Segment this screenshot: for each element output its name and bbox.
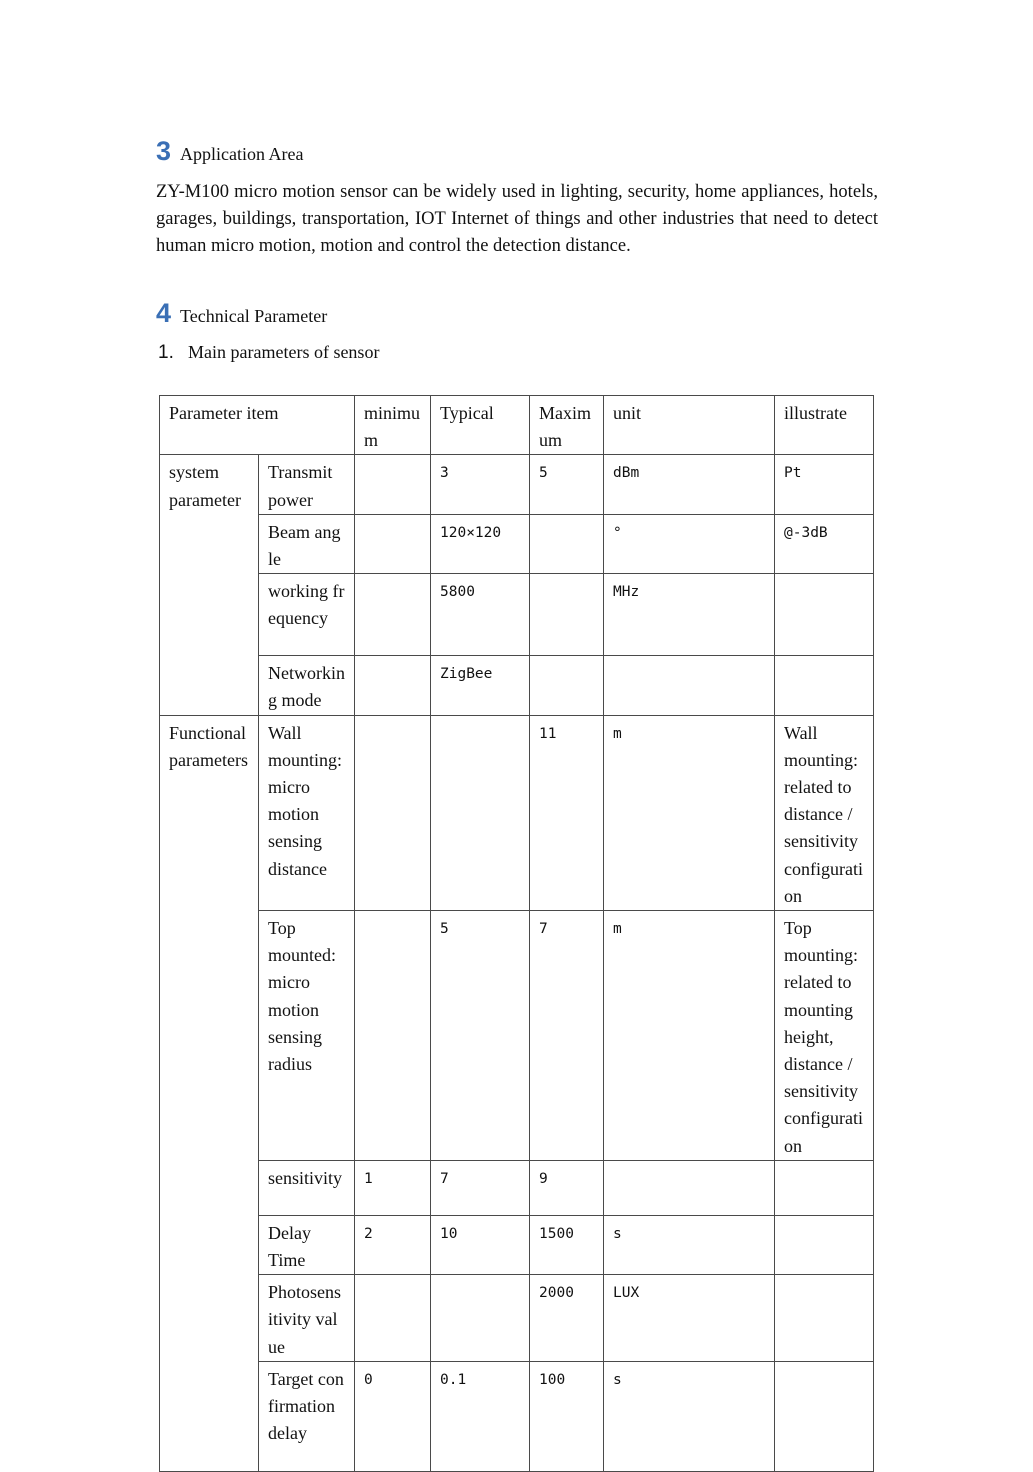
param-note: @-3dB: [775, 514, 874, 573]
param-min: [355, 715, 431, 910]
param-max: 1500: [530, 1215, 604, 1274]
param-note: [775, 574, 874, 656]
param-unit: s: [604, 1215, 775, 1274]
param-name: Photosensitivity value: [259, 1275, 355, 1362]
subsection-title: Main parameters of sensor: [188, 342, 380, 362]
parameters-table: [159, 395, 874, 1472]
param-typ: 0.1: [431, 1361, 530, 1471]
param-name: Top mounted: micro motion sensing radius: [259, 911, 355, 1161]
header-typical: Typical: [431, 396, 530, 455]
section-number: 4: [156, 298, 172, 328]
subsection-number: 1.: [158, 342, 174, 363]
param-typ: [431, 1275, 530, 1362]
param-typ: [431, 715, 530, 910]
param-min: [355, 656, 431, 715]
param-unit: °: [604, 514, 775, 573]
table-row: [160, 514, 874, 573]
param-unit: LUX: [604, 1275, 775, 1362]
param-name: Beam angle: [259, 514, 355, 573]
param-typ: 5800: [431, 574, 530, 656]
param-note: [775, 1215, 874, 1274]
param-name: Wall mounting: micro motion sensing distance: [259, 715, 355, 910]
param-unit: m: [604, 911, 775, 1161]
param-unit: [604, 1160, 775, 1215]
header-maximum: Maximum: [530, 396, 604, 455]
group-functional-parameters: Functional parameters: [160, 715, 259, 1471]
param-max: 7: [530, 911, 604, 1161]
param-min: 0: [355, 1361, 431, 1471]
param-note: [775, 1160, 874, 1215]
param-name: Transmit power: [259, 455, 355, 514]
param-max: [530, 514, 604, 573]
param-max: [530, 574, 604, 656]
param-name: Networking mode: [259, 656, 355, 715]
param-min: 1: [355, 1160, 431, 1215]
section-title: Technical Parameter: [180, 306, 328, 326]
param-min: [355, 514, 431, 573]
param-note: Top mounting: related to mounting height, distance / sensitivity configuration: [775, 911, 874, 1161]
param-typ: ZigBee: [431, 656, 530, 715]
header-unit: unit: [604, 396, 775, 455]
section-title: Application Area: [180, 144, 304, 164]
table-row: [160, 715, 874, 910]
param-unit: m: [604, 715, 775, 910]
group-system-parameter: system parameter: [160, 455, 259, 715]
param-min: [355, 574, 431, 656]
param-min: 2: [355, 1215, 431, 1274]
param-note: Pt: [775, 455, 874, 514]
param-max: 5: [530, 455, 604, 514]
table-row: [160, 1215, 874, 1274]
table-row: [160, 1160, 874, 1215]
param-unit: s: [604, 1361, 775, 1471]
table-row: [160, 1275, 874, 1362]
param-unit: MHz: [604, 574, 775, 656]
subsection-heading: [158, 342, 379, 364]
param-unit: [604, 656, 775, 715]
param-note: [775, 1361, 874, 1471]
param-name: sensitivity: [259, 1160, 355, 1215]
table-row: [160, 574, 874, 656]
param-name: Target confirmation delay: [259, 1361, 355, 1471]
param-max: 9: [530, 1160, 604, 1215]
table-header-row: [160, 396, 874, 455]
param-max: 11: [530, 715, 604, 910]
param-typ: 10: [431, 1215, 530, 1274]
param-typ: 3: [431, 455, 530, 514]
param-min: [355, 1275, 431, 1362]
param-name: Delay Time: [259, 1215, 355, 1274]
param-typ: 5: [431, 911, 530, 1161]
header-illustrate: illustrate: [775, 396, 874, 455]
param-typ: 7: [431, 1160, 530, 1215]
param-max: 2000: [530, 1275, 604, 1362]
param-min: [355, 911, 431, 1161]
param-max: 100: [530, 1361, 604, 1471]
section-3-heading: [156, 136, 304, 167]
table-row: [160, 656, 874, 715]
param-max: [530, 656, 604, 715]
header-minimum: minimum: [355, 396, 431, 455]
param-note: [775, 656, 874, 715]
section-number: 3: [156, 136, 172, 166]
param-min: [355, 455, 431, 514]
application-area-paragraph: ZY-M100 micro motion sensor can be widely used in lighting, security, home appliances, hotels, garages, buildings, transportation, IOT Internet of things and other industries that need to detect human micro motion, motion and control the detection distance.: [156, 182, 878, 256]
param-note: [775, 1275, 874, 1362]
header-parameter-item: Parameter item: [160, 396, 355, 455]
section-4-heading: [156, 298, 327, 329]
table-row: [160, 1361, 874, 1471]
param-unit: dBm: [604, 455, 775, 514]
param-name: working frequency: [259, 574, 355, 656]
table-row: [160, 455, 874, 514]
table-row: [160, 911, 874, 1161]
param-typ: 120×120: [431, 514, 530, 573]
param-note: Wall mounting: related to distance / sensitivity configuration: [775, 715, 874, 910]
